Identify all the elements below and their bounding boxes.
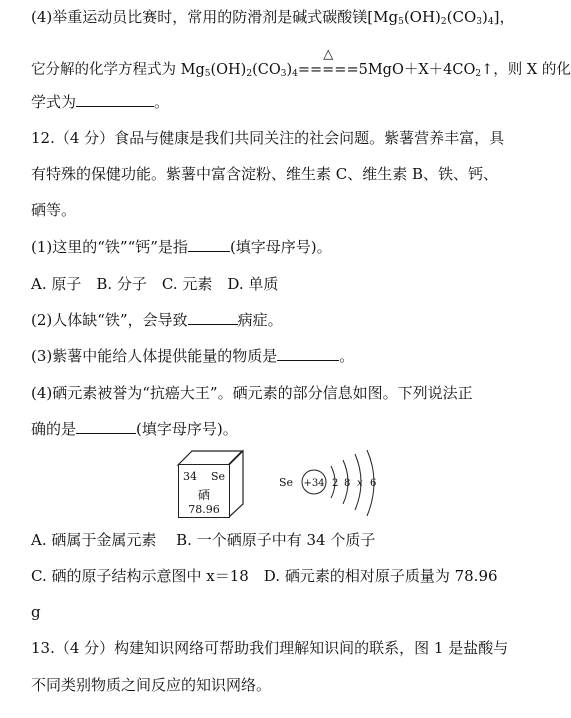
q12-line-3: 硒等。 xyxy=(31,201,77,219)
text: (2)人体缺“铁”，会导致 xyxy=(31,311,188,329)
text: (OH) xyxy=(210,62,247,78)
text: (填字母序号)。 xyxy=(136,420,238,438)
q12-options-line-1: A. 硒属于金属元素 B. 一个硒原子中有 34 个质子 xyxy=(31,531,376,549)
equals-sign: ===== xyxy=(297,62,359,78)
subscript: 4 xyxy=(487,17,494,27)
q12-line-2: 有特殊的保健功能。紫薯中富含淀粉、维生素 C、维生素 B、铁、钙、 xyxy=(31,165,499,183)
shell-electrons-1: 2 xyxy=(332,478,339,489)
atom-symbol: Se xyxy=(279,476,294,489)
subscript: 2 xyxy=(246,69,253,79)
element-cell xyxy=(178,464,230,518)
selenium-figure xyxy=(173,450,383,518)
atomic-number: 34 xyxy=(183,470,197,483)
atomic-structure-diagram xyxy=(273,450,383,518)
q12-options-line-2: C. 硒的原子结构示意图中 x＝18 D. 硒元素的相对原子质量为 78.96 xyxy=(31,567,498,585)
q12-sub-1 xyxy=(31,237,332,257)
nucleus-charge: +34 xyxy=(303,478,325,489)
text: 。 xyxy=(154,93,170,111)
q12-sub-3 xyxy=(31,346,354,366)
q11-line-2 xyxy=(31,47,571,84)
q13-line-2: 不同类别物质之间反应的知识网络。 xyxy=(31,676,272,694)
text: ) xyxy=(482,8,488,26)
subscript: 3 xyxy=(476,17,483,27)
q12-sub-4-line-2 xyxy=(31,419,238,439)
shell-electrons-4: 6 xyxy=(370,478,377,489)
element-symbol: Se xyxy=(210,470,225,483)
cube-side-face xyxy=(229,450,245,518)
text: (填字母序号)。 xyxy=(229,238,332,256)
text: ↑，则 X 的化 xyxy=(481,62,571,78)
subscript: 2 xyxy=(475,69,482,79)
text: (CO xyxy=(252,62,281,78)
q12-sub-4-line-1: (4)硒元素被誉为“抗癌大王”。硒元素的部分信息如图。下列说法正 xyxy=(31,384,473,402)
shell-electrons-3: x xyxy=(357,478,363,489)
text: ) xyxy=(286,62,293,78)
text: 它分解的化学方程式为 Mg xyxy=(31,62,205,78)
subscript: 5 xyxy=(204,69,211,79)
atomic-mass: 78.96 xyxy=(188,503,220,516)
answer-blank[interactable] xyxy=(188,310,238,325)
answer-blank[interactable] xyxy=(76,419,136,434)
text: 5MgO＋X＋4CO xyxy=(358,62,476,78)
element-name: 硒 xyxy=(197,488,210,502)
answer-blank[interactable] xyxy=(76,92,154,107)
subscript: 4 xyxy=(292,69,298,79)
text: 学式为 xyxy=(31,93,77,111)
subscript: 5 xyxy=(398,17,404,27)
q12-sub-2 xyxy=(31,310,283,330)
shell-electrons-2: 8 xyxy=(344,478,351,489)
text: 。 xyxy=(339,347,355,365)
text: 病症。 xyxy=(237,311,283,329)
text: (4)举重运动员比赛时，常用的防滑剂是碱式碳酸镁[Mg xyxy=(31,8,399,26)
text: ]， xyxy=(493,8,515,26)
subscript: 3 xyxy=(280,69,287,79)
reaction-arrow xyxy=(297,47,359,80)
text: 确的是 xyxy=(31,420,77,438)
q12-sub-1-options: A. 原子 B. 分子 C. 元素 D. 单质 xyxy=(31,275,279,293)
text: (CO xyxy=(446,8,477,26)
q12-line-1: 12.（4 分）食品与健康是我们共同关注的社会问题。紫薯营养丰富，具 xyxy=(31,129,505,147)
text: (OH) xyxy=(403,8,441,26)
q12-options-line-3: g xyxy=(31,603,41,621)
answer-blank[interactable] xyxy=(277,346,339,361)
q11-line-1 xyxy=(31,7,514,32)
heat-symbol: △ xyxy=(323,47,334,62)
q11-line-3 xyxy=(31,92,169,112)
q13-line-1: 13.（4 分）构建知识网络可帮助我们理解知识间的联系，图 1 是盐酸与 xyxy=(31,639,509,657)
text: (1)这里的“铁”“钙”是指 xyxy=(31,238,188,256)
subscript: 2 xyxy=(440,17,447,27)
text: (3)紫薯中能给人体提供能量的物质是 xyxy=(31,347,278,365)
answer-blank[interactable] xyxy=(188,237,230,252)
